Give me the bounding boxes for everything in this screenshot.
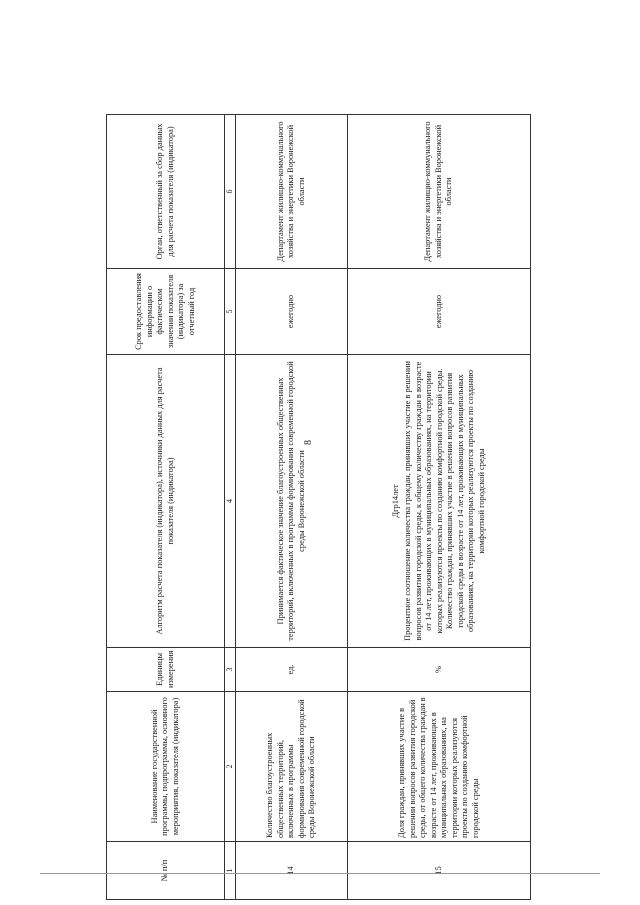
indicator-unit: % xyxy=(348,648,531,692)
header-cell-number: № п/п xyxy=(107,842,225,900)
column-number-row xyxy=(225,115,236,900)
header-cell-deadline: Срок предоставления информации о фактическом значении показателя (индикатора) за отчетный год xyxy=(107,269,225,355)
row-number: 15 xyxy=(348,842,531,900)
column-number: 2 xyxy=(225,692,236,842)
header-cell-organ: Орган, ответственный за сбор данных для расчета показателя (индикатора) xyxy=(107,115,225,269)
indicator-organ: Департамент жилищно-коммунального хозяйства и энергетики Воронежской области xyxy=(236,115,348,269)
indicator-table xyxy=(106,114,531,900)
page-number: 8 xyxy=(303,440,314,445)
table-row xyxy=(348,115,531,900)
indicator-formula: Дгр14лет xyxy=(390,484,400,518)
indicator-algorithm: Процентное соотношение количества граждан, принявших участие в решении вопросов развития городской среды, к общему количеству граждан в возрасте от 14 лет, проживающих в муниципальных образованиях, на территории которых реализуются проекты по созданию комфортной городской среды. Количество граждан, принявших участие в решении вопросов развития городской среды в возрасте от 14 лет, проживающих в муниципальных образованиях, на территории которых реализуются проекты по созданию комфортной городской среды xyxy=(403,361,486,641)
indicator-unit: ед. xyxy=(236,648,348,692)
table-row xyxy=(236,115,348,900)
indicator-algorithm: Принимается фактическое значение благоустроенных общественных территорий, включенных в программы формирования современной городской среды Воронежской области xyxy=(236,355,348,648)
header-cell-algorithm: Алгоритм расчета показателя (индикатора), источники данных для расчета показателя (индикатора) xyxy=(107,355,225,648)
indicator-algorithm-cell xyxy=(348,355,531,648)
indicator-name: Количество благоустроенных общественных территорий, включенных в программы формирования современной городской среды Воронежской области xyxy=(236,692,348,842)
header-cell-unit: Единицы измерения xyxy=(107,648,225,692)
rotated-table-sheet xyxy=(106,115,531,900)
column-number: 5 xyxy=(225,269,236,355)
header-cell-name: Наименование государственной программы, подпрограммы, основного мероприятия, показателя (индикатора) xyxy=(107,692,225,842)
column-number: 3 xyxy=(225,648,236,692)
indicator-deadline: ежегодно xyxy=(348,269,531,355)
table-header-row xyxy=(107,115,225,900)
indicator-deadline: ежегодно xyxy=(236,269,348,355)
row-number: 14 xyxy=(236,842,348,900)
column-number: 1 xyxy=(225,842,236,900)
indicator-organ: Департамент жилищно-коммунального хозяйства и энергетики Воронежской области xyxy=(348,115,531,269)
column-number: 6 xyxy=(225,115,236,269)
page-bottom-rule xyxy=(40,873,600,874)
indicator-name: Доля граждан, принявших участие в решении вопросов развития городской среды, от общего количества граждан в возрасте от 14 лет, проживающих в муниципальных образованиях, на территории которых реализуются проекты по созданию комфортной городской среды xyxy=(348,692,531,842)
column-number: 4 xyxy=(225,355,236,648)
